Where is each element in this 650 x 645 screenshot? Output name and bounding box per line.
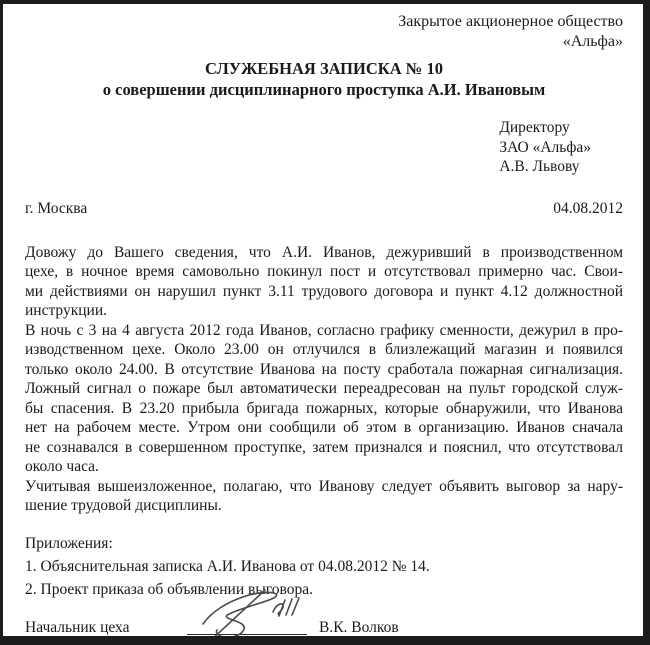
company-name-line: Закрытое акционерное общество [398, 13, 623, 30]
body-line: Ложный сигнал о пожаре был автоматически переадресован на пульт городской служ- [25, 380, 623, 397]
body-line: инструкции. [25, 302, 108, 319]
body-line: цехе, в ночное время самовольно покинул пост и отсутствовал примерно час. Свои- [25, 263, 623, 280]
body-line: нет на рабочем месте. Утром они сообщили об этом в организацию. Иванов сначала [25, 419, 623, 436]
paragraph [25, 243, 623, 321]
place: г. Москва [25, 199, 88, 217]
body-line: около часа. [25, 458, 99, 475]
signature-icon [181, 586, 313, 644]
addressee-line: ЗАО «Альфа» [499, 138, 591, 156]
addressee-block [499, 118, 591, 177]
signature-line [187, 620, 307, 635]
attachment-item: 2. Проект приказа об объявлении выговора. [25, 580, 313, 598]
addressee-line: А.В. Львову [499, 158, 580, 175]
paragraph [25, 477, 623, 516]
company-block [25, 12, 623, 52]
body-line: только около 24.00. В отсутствие Иванова на посту сработала пожарная сигнализация. [25, 360, 623, 378]
body-line: ми действиями он нарушил пункт 3.11 трудового договора и пункт 4.12 должностной [25, 282, 623, 300]
attachments-block [25, 532, 623, 601]
date: 04.08.2012 [553, 199, 623, 217]
title-block [25, 58, 623, 100]
memo-body [25, 243, 623, 516]
body-line: Учитывая вышеизложенное, полагаю, что Иванову следует объявить выговор за нару- [25, 477, 623, 495]
body-line: шение трудовой дисциплины. [25, 497, 222, 514]
company-name-line: «Альфа» [562, 33, 623, 50]
signature-row [25, 619, 623, 637]
signatory-position: Начальник цеха [25, 618, 130, 636]
body-line: не сознавался в совершенном проступке, затем признался и пояснил, что отсутствовал [25, 438, 623, 456]
paragraph [25, 321, 623, 477]
body-line: изводственном цехе. Около 23.00 он отлучился в близлежащий магазин и появился [25, 341, 623, 358]
place-date-row [25, 199, 623, 219]
addressee-line: Директору [499, 119, 570, 136]
attachment-item: 1. Объяснительная записка А.И. Иванова от 04.08.2012 № 14. [25, 557, 430, 575]
body-line: бы спасения. В 23.20 прибыла бригада пожарных, которые обнаружили, что Иванова [25, 399, 623, 417]
attachments-label: Приложения: [25, 534, 113, 552]
body-line: В ночь с 3 на 4 августа 2012 года Иванов, согласно графику сменности, дежурил в про- [25, 321, 623, 339]
memo-title: СЛУЖЕБНАЯ ЗАПИСКА № 10 [205, 59, 443, 78]
memo-subtitle: о совершении дисциплинарного проступка А.И. Ивановым [102, 80, 546, 99]
signatory-name: В.К. Волков [319, 618, 399, 636]
body-line: Довожу до Вашего сведения, что А.И. Иванов, дежуривший в производственном [25, 243, 623, 261]
